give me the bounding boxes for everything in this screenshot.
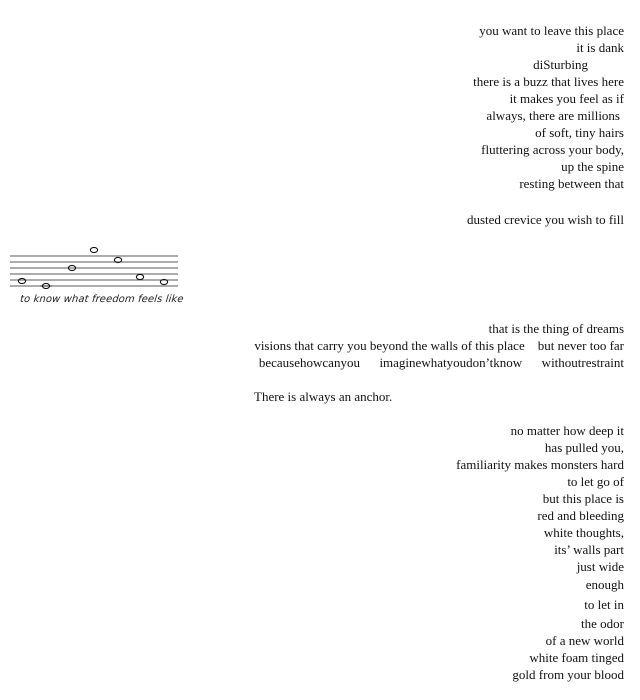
poem-line: becausehowcanyou imaginewhatyoudon’tknow withoutrestraint <box>258 355 624 370</box>
poem-line: there is a buzz that lives here <box>473 74 624 89</box>
stanza-4 <box>254 388 392 405</box>
poem-line: it makes you feel as if <box>509 91 624 106</box>
staff-lines <box>10 256 178 286</box>
stanza-5 <box>456 422 624 683</box>
poem-line: resting between that <box>519 176 624 191</box>
poem-line: red and bleeding <box>537 508 624 523</box>
poem-line: to let in <box>584 597 624 612</box>
poem-line: gold from your blood <box>512 667 624 682</box>
figure-caption: to know what freedom feels like <box>19 294 185 305</box>
stanza-3 <box>254 320 624 371</box>
poem-line: no matter how deep it <box>510 423 624 438</box>
stanza-2 <box>467 211 624 228</box>
poem-line: to let go of <box>567 474 624 489</box>
stanza-1 <box>473 22 624 192</box>
poem-line: you want to leave this place <box>479 23 624 38</box>
poem-line: its’ walls part <box>554 542 624 557</box>
poem-line: familiarity makes monsters hard <box>456 457 624 472</box>
poem-line: white foam tinged <box>529 650 624 665</box>
music-note <box>18 278 25 283</box>
poem-line: has pulled you, <box>544 440 624 455</box>
music-note <box>90 247 97 252</box>
poem-line: fluttering across your body, <box>481 142 624 157</box>
poem-line: of a new world <box>545 633 624 648</box>
poem-line: it is dank <box>576 40 624 55</box>
poem-line: visions that carry you beyond the walls of this place but never too far <box>254 338 624 353</box>
poem-line: enough <box>585 577 624 592</box>
poem-line: of soft, tiny hairs <box>535 125 624 140</box>
poem-line: up the spine <box>561 159 624 174</box>
music-note <box>136 274 143 279</box>
poem-line: dusted crevice you wish to fill <box>466 212 624 227</box>
poem-line: but this place is <box>542 491 624 506</box>
poem-line: diSturbing <box>533 57 588 72</box>
poem-line: just wide <box>576 559 624 574</box>
poem-line: There is always an anchor. <box>254 389 393 404</box>
poem-line: white thoughts, <box>543 525 624 540</box>
poem-line: the odor <box>581 616 624 631</box>
poem-line: always, there are millions <box>486 108 620 123</box>
poem-line: that is the thing of dreams <box>488 321 624 336</box>
